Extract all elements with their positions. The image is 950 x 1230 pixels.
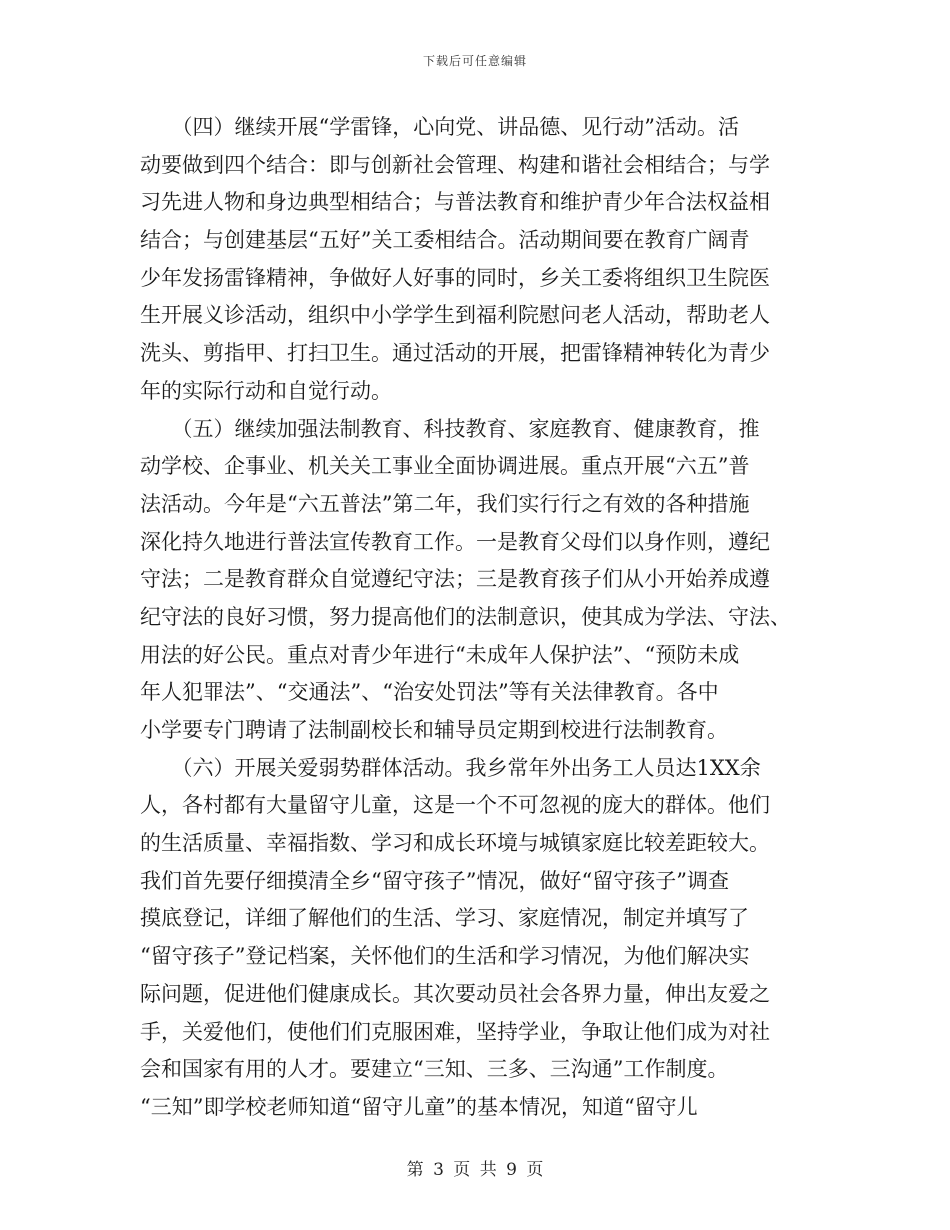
text-line: 年的实际行动和自觉行动。 bbox=[140, 378, 392, 403]
text-line: 用法的好公民。重点对青少年进行“未成年人保护法”、“预防未成 bbox=[140, 642, 740, 667]
text-line: “三知”即学校老师知道“留守儿童”的基本情况，知道“留守儿 bbox=[140, 1094, 698, 1119]
document-body bbox=[140, 109, 812, 1127]
text-line: 生开展义诊活动，组织中小学学生到福利院慰问老人活动，帮助老人 bbox=[140, 303, 770, 328]
text-line: 纪守法的良好习惯，努力提高他们的法制意识，使其成为学法、守法、 bbox=[140, 604, 791, 629]
text-line: 守法；二是教育群众自觉遵纪守法；三是教育孩子们从小开始养成遵 bbox=[140, 567, 770, 592]
text-line: 人，各村都有大量留守儿童，这是一个不可忽视的庞大的群体。他们 bbox=[140, 793, 770, 818]
text-line: 动学校、企事业、机关关工事业全面协调进展。重点开展“六五”普 bbox=[140, 454, 750, 479]
page-number-footer: 第 3 页 共 9 页 bbox=[406, 1160, 544, 1180]
text-line: 少年发扬雷锋精神，争做好人好事的同时，乡关工委将组织卫生院医 bbox=[140, 265, 770, 290]
text-line: 摸底登记，详细了解他们的生活、学习、家庭情况，制定并填写了 bbox=[140, 906, 749, 931]
page-header: 下载后可任意编辑 bbox=[422, 54, 527, 68]
text-line: 手，关爱他们，使他们们克服困难，坚持学业，争取让他们成为对社 bbox=[140, 1019, 770, 1044]
text-line: 的生活质量、幸福指数、学习和成长环境与城镇家庭比较差距较大。 bbox=[140, 831, 770, 856]
text-line: 结合；与创建基层“五好”关工委相结合。活动期间要在教育广阔青 bbox=[140, 228, 750, 253]
text-line: （五）继续加强法制教育、科技教育、家庭教育、健康教育，推 bbox=[140, 416, 760, 441]
text-line: 习先进人物和身边典型相结合；与普法教育和维护青少年合法权益相 bbox=[140, 190, 770, 215]
text-line: “留守孩子”登记档案，关怀他们的生活和学习情况，为他们解决实 bbox=[140, 944, 750, 969]
text-line: 会和国家有用的人才。要建立“三知、三多、三沟通”工作制度。 bbox=[140, 1057, 729, 1082]
text-line: 际问题，促进他们健康成长。其次要动员社会各界力量，伸出友爱之 bbox=[140, 981, 770, 1006]
text-line: 小学要专门聘请了法制副校长和辅导员定期到校进行法制教育。 bbox=[140, 718, 728, 742]
text-line: 年人犯罪法”、“交通法”、“治安处罚法”等有关法律教育。各中 bbox=[140, 680, 719, 705]
text-line: 法活动。今年是“六五普法”第二年，我们实行行之有效的各种措施 bbox=[140, 491, 750, 516]
text-line: 我们首先要仔细摸清全乡“留守孩子”情况，做好“留守孩子”调查 bbox=[140, 868, 729, 893]
text-line: 洗头、剪指甲、打扫卫生。通过活动的开展，把雷锋精神转化为青少 bbox=[140, 341, 770, 366]
text-line: 动要做到四个结合：即与创新社会管理、构建和谐社会相结合；与学 bbox=[140, 152, 770, 177]
text-line: （六）开展关爱弱势群体活动。我乡常年外出务工人员达1XX余 bbox=[140, 755, 761, 780]
text-line: 深化持久地进行普法宣传教育工作。一是教育父母们以身作则，遵纪 bbox=[140, 529, 770, 554]
text-line: （四）继续开展“学雷锋，心向党、讲品德、见行动”活动。活 bbox=[140, 115, 739, 139]
